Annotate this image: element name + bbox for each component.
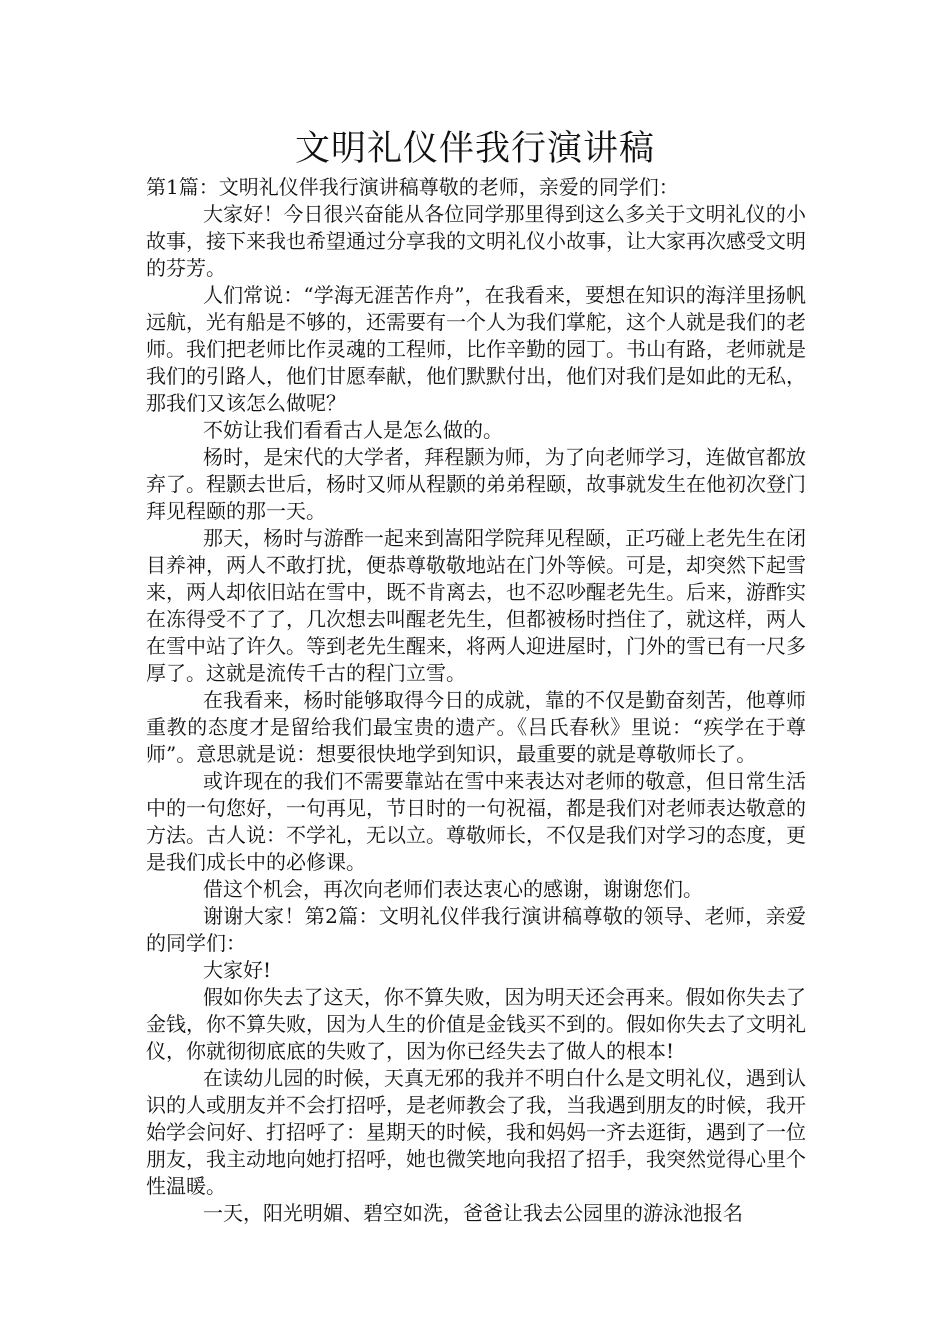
paragraph: 杨时，是宋代的大学者，拜程颢为师，为了向老师学习，连做官都放弃了。程颢去世后，杨时又师从程颢的弟弟程颐，故事就发生在他初次登门拜见程颐的那一天。 bbox=[146, 445, 806, 523]
paragraph: 人们常说：“学海无涯苦作舟”，在我看来，要想在知识的海洋里扬帆远航，光有船是不够的，还需要有一个人为我们掌舵，这个人就是我们的老师。我们把老师比作灵魂的工程师，比作辛勤的园丁。书山有路，老师就是我们的引路人，他们甘愿奉献，他们默默付出，他们对我们是如此的无私，那我们又该怎么做呢？ bbox=[146, 283, 806, 415]
paragraph: 谢谢大家！第2篇：文明礼仪伴我行演讲稿尊敬的领导、老师，亲爱的同学们： bbox=[146, 904, 806, 955]
paragraph: 假如你失去了这天，你不算失败，因为明天还会再来。假如你失去了金钱，你不算失败，因为人生的价值是金钱买不到的。假如你失去了文明礼仪，你就彻彻底底的失败了，因为你已经失去了做人的根本! bbox=[146, 985, 806, 1063]
paragraph: 一天，阳光明媚、碧空如洗，爸爸让我去公园里的游泳池报名 bbox=[203, 1201, 743, 1225]
paragraph: 大家好! bbox=[203, 958, 272, 982]
paragraph: 大家好！今日很兴奋能从各位同学那里得到这么多关于文明礼仪的小故事，接下来我也希望通过分享我的文明礼仪小故事，让大家再次感受文明的芬芳。 bbox=[146, 202, 806, 280]
document-title: 文明礼仪伴我行演讲稿 bbox=[294, 129, 655, 169]
paragraph: 那天，杨时与游酢一起来到嵩阳学院拜见程颐，正巧碰上老先生在闭目养神，两人不敢打扰，便恭尊敬敬地站在门外等候。可是，却突然下起雪来，两人却依旧站在雪中，既不肯离去，也不忍吵醒老先生。后来，游酢实在冻得受不了了，几次想去叫醒老先生，但都被杨时挡住了，就这样，两人在雪中站了许久。等到老先生醒来，将两人迎进屋时，门外的雪已有一尺多厚了。这就是流传千古的程门立雪。 bbox=[146, 526, 806, 685]
paragraph: 借这个机会，再次向老师们表达衷心的感谢，谢谢您们。 bbox=[203, 877, 703, 901]
paragraph: 在读幼儿园的时候，天真无邪的我并不明白什么是文明礼仪，遇到认识的人或朋友并不会打招呼，是老师教会了我，当我遇到朋友的时候，我开始学会问好、打招呼了：星期天的时候，我和妈妈一齐去逛街，遇到了一位朋友，我主动地向她打招呼，她也微笑地向我招了招手，我突然觉得心里个性温暖。 bbox=[146, 1066, 806, 1198]
document-body bbox=[146, 174, 806, 1227]
paragraph: 第1篇：文明礼仪伴我行演讲稿尊敬的老师，亲爱的同学们： bbox=[146, 175, 679, 199]
paragraph: 不妨让我们看看古人是怎么做的。 bbox=[203, 418, 503, 442]
paragraph: 或许现在的我们不需要靠站在雪中来表达对老师的敬意，但日常生活中的一句您好，一句再见，节日时的一句祝福，都是我们对老师表达敬意的方法。古人说：不学礼，无以立。尊敬师长，不仅是我们对学习的态度，更是我们成长中的必修课。 bbox=[146, 769, 806, 874]
paragraph: 在我看来，杨时能够取得今日的成就，靠的不仅是勤奋刻苦，他尊师重教的态度才是留给我们最宝贵的遗产。《吕氏春秋》里说：“疾学在于尊师”。意思就是说：想要很快地学到知识，最重要的就是尊敬师长了。 bbox=[146, 688, 806, 766]
